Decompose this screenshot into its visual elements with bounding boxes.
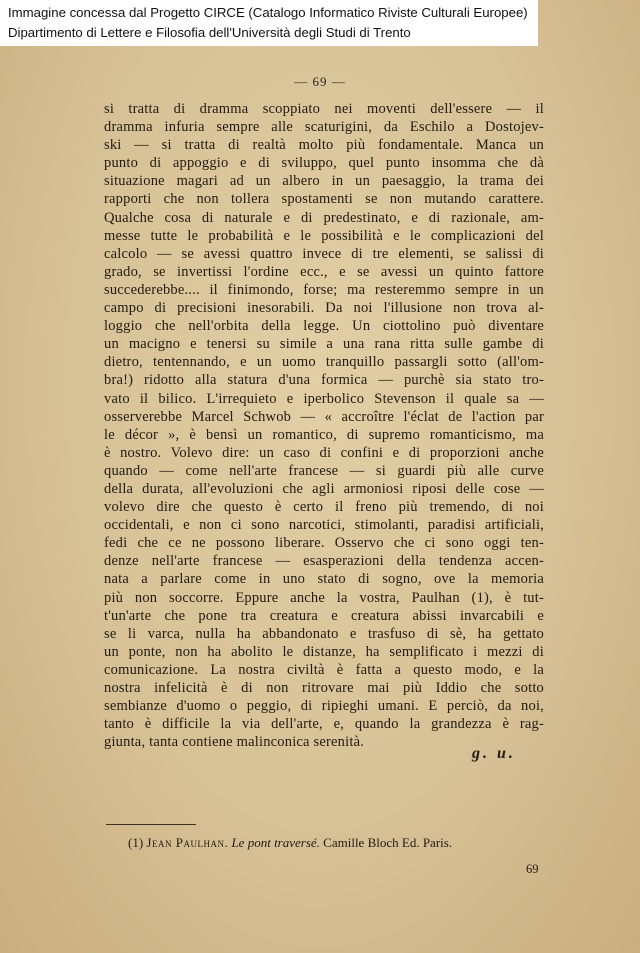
text-line: calcolo — se avessi quattro invece di tre elementi, se salissi di [104, 245, 544, 262]
text-line: t'un'arte che pone tra creatura e creatura abissi invarcabili e [104, 607, 544, 624]
text-line: volevo dire che questo è certo il freno più tremendo, di noi [104, 499, 544, 516]
text-line: comunicazione. La nostra civiltà è fatta a questo modo, e la [104, 661, 544, 678]
text-line: rapporti che non tollera spostamenti se non mutando carattere. [104, 191, 544, 208]
text-line: dramma infuria sempre alle scaturigini, da Eschilo a Dostojev- [104, 119, 544, 136]
text-line: denze nell'arte francese — esasperazioni della tendenza accen- [104, 553, 544, 570]
page-number: 69 [526, 862, 539, 876]
text-line: succederebbe.... il finimondo, forse; ma resteremmo sempre in un [104, 281, 544, 298]
text-line: nostra infelicità è di non ritrovare mai più Iddio che sotto [104, 680, 544, 696]
text-line: dietro, tentennando, e un uomo tranquillo passargli sotto (all'om- [104, 354, 544, 371]
text-line: un ponte, non ha abolito le distanze, ha semplificato i mezzi di [104, 643, 544, 660]
text-line: bra!) ridotto alla statura d'una formica — purchè sia stato tro- [104, 372, 544, 389]
banner-line-2: Dipartimento di Lettere e Filosofia dell'Università degli Studi di Trento [8, 25, 411, 40]
body-text [104, 100, 544, 751]
text-line: giunta, tanta contiene malinconica serenità. [104, 734, 365, 751]
text-line: ski — si tratta di realtà molto più fondamentale. Manca un [104, 137, 544, 154]
text-line: punto di appoggio e di sviluppo, quel punto insomma che dà [104, 155, 544, 172]
text-line: occidentali, e non ci sono narcotici, stimolanti, paradisi artificiali, [104, 517, 544, 534]
footnote-rule [106, 824, 196, 825]
text-line: sembianze d'uomo o peggio, di ripieghi umani. E perciò, da noi, [104, 698, 544, 715]
text-line: le décor », è bensì un romantico, di supremo romanticismo, ma [104, 426, 544, 443]
text-line: se li varca, nulla ha abbandonato e trasfuso di sè, ha gettato [104, 625, 544, 642]
banner-line-1: Immagine concessa dal Progetto CIRCE (Catalogo Informatico Riviste Culturali Europee) [8, 5, 528, 20]
footnote-publisher: Camille Bloch Ed. Paris. [323, 835, 453, 850]
text-line: osserverebbe Marcel Schwob — « accroître l'éclat de l'action par [104, 408, 544, 425]
text-line: un macigno e tenersi su simile a una rana ritta sulle gambe di [104, 336, 544, 353]
text-line: della durata, all'evoluzioni che agli armoniosi riposi delle cose — [104, 480, 544, 497]
text-line: campo di precisioni inesorabili. Da noi l'illusione non trova al- [104, 300, 544, 317]
text-line: situazione magari ad un albero in un paesaggio, la trama dei [104, 173, 544, 190]
text-line: più non soccorre. Eppure anche la vostra, Paulhan (1), è tut- [104, 589, 544, 606]
text-line: grado, se invertissi l'ordine ecc., e se avessi un quinto fattore [104, 263, 544, 280]
footnote-title: Le pont traversé. [231, 835, 320, 850]
text-line: tanto è difficile la via dell'arte, e, quando la grandezza è rag- [104, 716, 544, 733]
text-line: Qualche cosa di naturale e di predestinato, e di razionale, am- [104, 209, 544, 226]
text-line: vato il bilico. L'irrequieto e iperbolico Stevenson il quale sa — [104, 390, 544, 407]
text-line: nata a parlare come in uno stato di sogno, ove la memoria [104, 571, 544, 588]
text-line: messe tutte le probabilità e le possibilità e le complicazioni del [104, 227, 544, 244]
text-line: fedi che ce ne possono liberare. Osservo che ci sono oggi ten- [104, 535, 544, 552]
footnote [128, 835, 452, 851]
text-line: quando — come nell'arte francese — si guardi più alle curve [104, 462, 544, 479]
text-line: loggio che nell'orbita della legge. Un ciottolino può diventare [104, 318, 544, 335]
text-line: si tratta di dramma scoppiato nei moventi dell'essere — il [104, 101, 544, 117]
running-page-number: — 69 — [294, 74, 346, 89]
text-line: è nostro. Volevo dire: un caso di confini e di proporzioni anche [104, 444, 544, 461]
source-banner [0, 0, 538, 46]
author-initials: g. u. [472, 745, 516, 762]
footnote-author: Jean Paulhan. [146, 835, 229, 850]
footnote-marker: (1) [128, 835, 144, 850]
